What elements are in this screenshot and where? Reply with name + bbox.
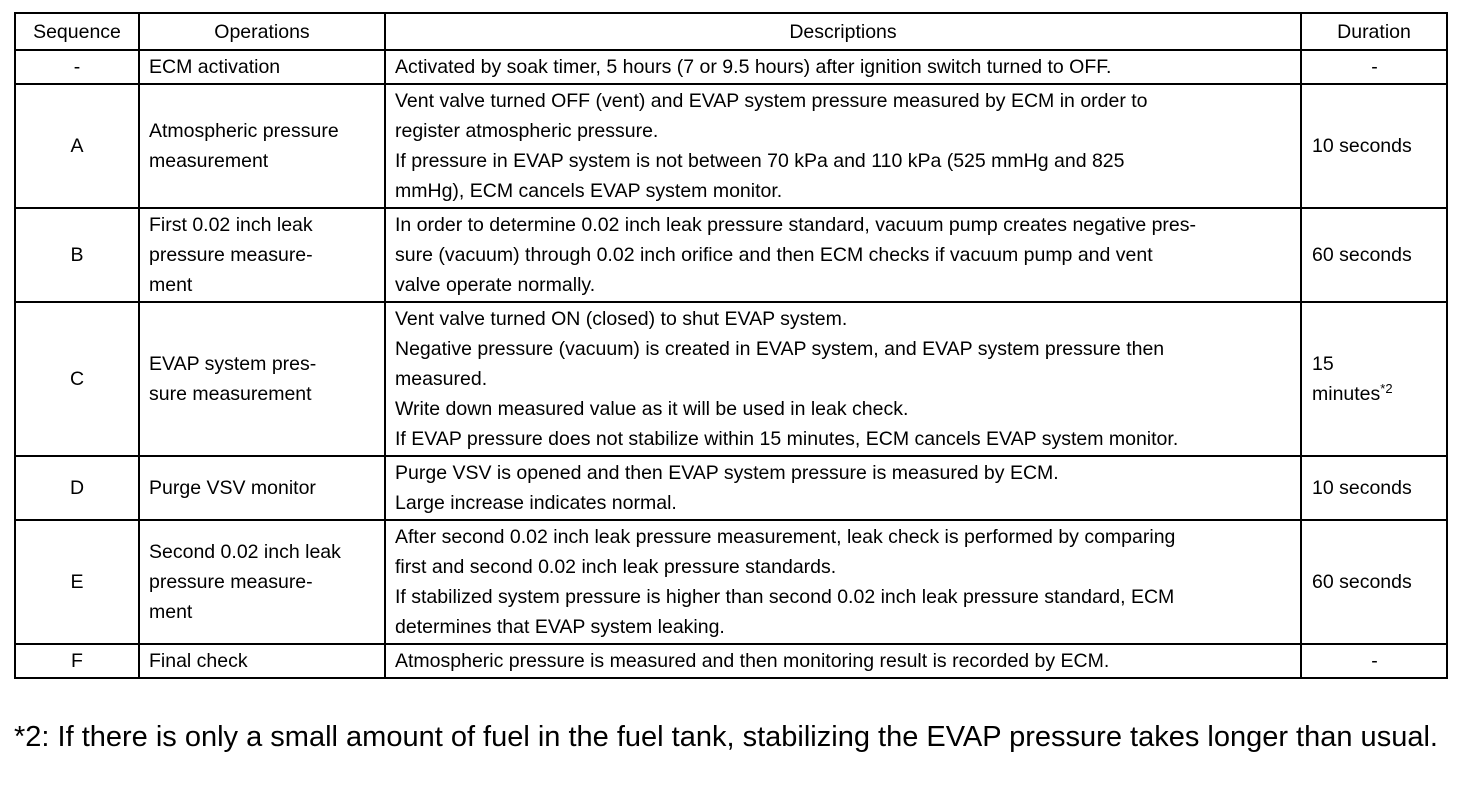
description-line: first and second 0.02 inch leak pressure standards.: [395, 556, 837, 578]
table-body: [15, 50, 1447, 678]
description-line: If pressure in EVAP system is not between 70 kPa and 110 kPa (525 mmHg and 825: [395, 150, 1125, 172]
description-line: valve operate normally.: [395, 274, 596, 296]
sequence-cell: A: [15, 84, 139, 208]
description-cell: [385, 302, 1301, 456]
duration-text: 60 seconds: [1312, 244, 1412, 266]
table-row: [15, 520, 1447, 644]
description-cell: [385, 208, 1301, 302]
duration-cell: [1301, 84, 1447, 208]
duration-text: -: [1371, 650, 1378, 672]
operation-line: pressure measure-: [149, 244, 313, 266]
description-line: determines that EVAP system leaking.: [395, 616, 725, 638]
description-line: Write down measured value as it will be used in leak check.: [395, 398, 909, 420]
duration-cell: [1301, 456, 1447, 520]
duration-line: [1312, 349, 1437, 379]
sequence-cell: E: [15, 520, 139, 644]
table-row: [15, 302, 1447, 456]
footnote-marker: *2: [1380, 381, 1393, 396]
header-operations: Operations: [139, 13, 385, 50]
sequence-cell: C: [15, 302, 139, 456]
table-row: [15, 456, 1447, 520]
description-line: measured.: [395, 368, 488, 390]
operation-line: Final check: [149, 650, 248, 672]
table-row: [15, 644, 1447, 678]
duration-text: 15: [1312, 353, 1334, 375]
operation-line: ment: [149, 274, 193, 296]
description-line: Large increase indicates normal.: [395, 492, 677, 514]
duration-cell: [1301, 520, 1447, 644]
description-line: mmHg), ECM cancels EVAP system monitor.: [395, 180, 783, 202]
operation-cell: [139, 208, 385, 302]
description-cell: [385, 644, 1301, 678]
description-line: sure (vacuum) through 0.02 inch orifice and then ECM checks if vacuum pump and vent: [395, 244, 1153, 266]
operation-line: sure measurement: [149, 383, 312, 405]
header-descriptions: Descriptions: [385, 13, 1301, 50]
operation-cell: [139, 50, 385, 84]
description-line: In order to determine 0.02 inch leak pressure standard, vacuum pump creates negative pres-: [395, 214, 1197, 236]
table-row: [15, 50, 1447, 84]
duration-line: [1312, 473, 1437, 503]
operation-line: measurement: [149, 150, 269, 172]
duration-text: 10 seconds: [1312, 135, 1412, 157]
header-duration: Duration: [1301, 13, 1447, 50]
table-row: [15, 84, 1447, 208]
description-line: If stabilized system pressure is higher than second 0.02 inch leak pressure standard, ECM: [395, 586, 1175, 608]
operation-cell: [139, 84, 385, 208]
sequence-cell: D: [15, 456, 139, 520]
description-line: If EVAP pressure does not stabilize within 15 minutes, ECM cancels EVAP system monitor.: [395, 428, 1179, 450]
description-line: register atmospheric pressure.: [395, 120, 659, 142]
operation-line: ECM activation: [149, 56, 281, 78]
description-line: Negative pressure (vacuum) is created in EVAP system, and EVAP system pressure then: [395, 338, 1165, 360]
header-sequence: Sequence: [15, 13, 139, 50]
operation-line: EVAP system pres-: [149, 353, 317, 375]
operation-line: ment: [149, 601, 193, 623]
operation-cell: [139, 644, 385, 678]
operation-line: Atmospheric pressure: [149, 120, 339, 142]
duration-text: 60 seconds: [1312, 571, 1412, 593]
duration-cell: [1301, 208, 1447, 302]
operation-line: First 0.02 inch leak: [149, 214, 313, 236]
evap-monitor-table: [14, 12, 1448, 679]
table-header-row: [15, 13, 1447, 50]
duration-line: [1312, 240, 1437, 270]
duration-line: [1312, 379, 1437, 409]
duration-text: 10 seconds: [1312, 477, 1412, 499]
description-line: After second 0.02 inch leak pressure measurement, leak check is performed by comparing: [395, 526, 1176, 548]
sequence-cell: -: [15, 50, 139, 84]
sequence-cell: F: [15, 644, 139, 678]
description-cell: [385, 84, 1301, 208]
operation-cell: [139, 520, 385, 644]
sequence-cell: B: [15, 208, 139, 302]
description-line: Purge VSV is opened and then EVAP system pressure is measured by ECM.: [395, 462, 1059, 484]
duration-line: [1312, 131, 1437, 161]
table-row: [15, 208, 1447, 302]
duration-cell: [1301, 50, 1447, 84]
description-line: Vent valve turned OFF (vent) and EVAP system pressure measured by ECM in order to: [395, 90, 1148, 112]
duration-line: [1312, 52, 1437, 82]
duration-line: [1312, 646, 1437, 676]
description-cell: [385, 50, 1301, 84]
duration-text: minutes: [1312, 383, 1381, 405]
duration-line: [1312, 567, 1437, 597]
operation-cell: [139, 456, 385, 520]
operation-line: pressure measure-: [149, 571, 313, 593]
description-line: Atmospheric pressure is measured and then monitoring result is recorded by ECM.: [395, 650, 1110, 672]
description-line: Activated by soak timer, 5 hours (7 or 9.5 hours) after ignition switch turned to OFF.: [395, 56, 1112, 78]
operation-line: Purge VSV monitor: [149, 477, 316, 499]
description-line: Vent valve turned ON (closed) to shut EVAP system.: [395, 308, 848, 330]
duration-cell: [1301, 644, 1447, 678]
description-cell: [385, 456, 1301, 520]
duration-text: -: [1371, 56, 1378, 78]
operation-cell: [139, 302, 385, 456]
description-cell: [385, 520, 1301, 644]
footnote: *2: If there is only a small amount of fuel in the fuel tank, stabilizing the EVAP pressure takes longer than usual.: [14, 721, 1438, 753]
duration-cell: [1301, 302, 1447, 456]
operation-line: Second 0.02 inch leak: [149, 541, 341, 563]
